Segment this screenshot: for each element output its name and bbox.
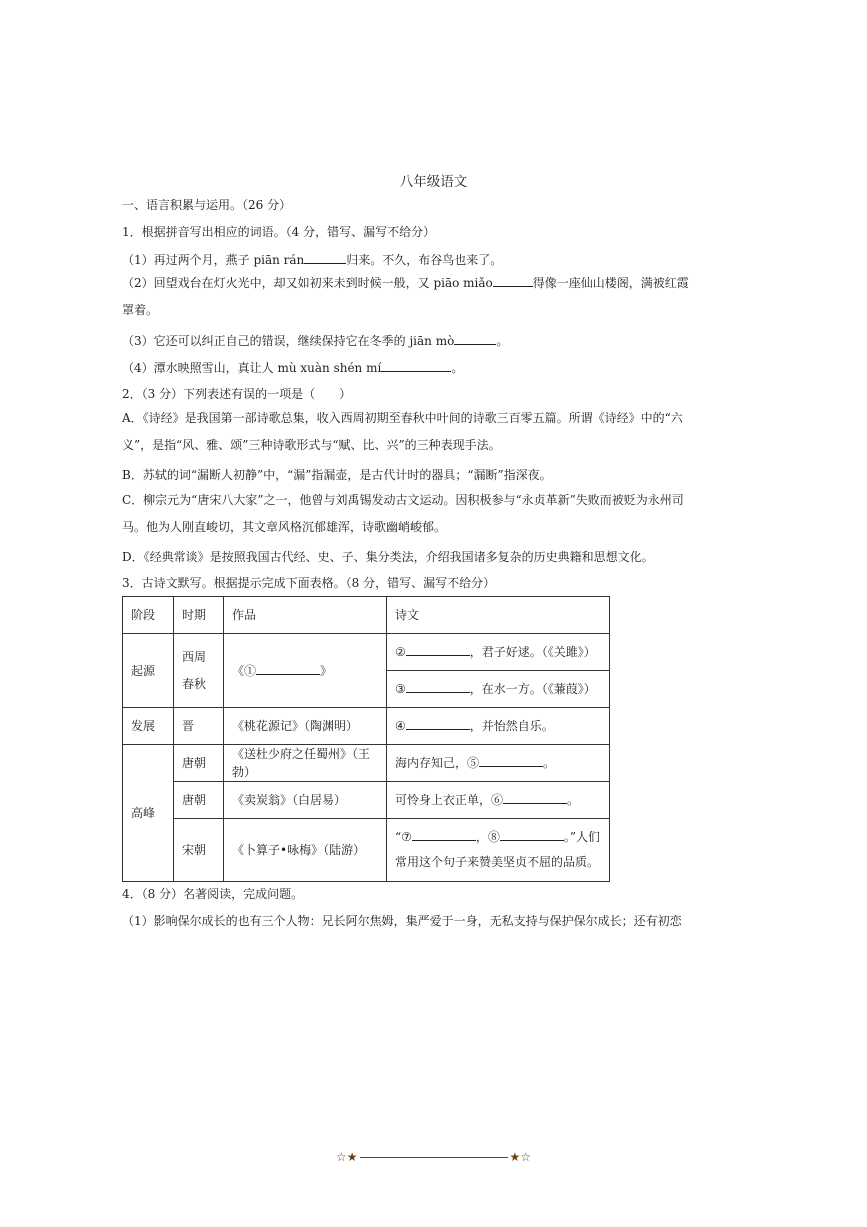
- answer-blank: [503, 791, 567, 804]
- answer-blank: [406, 717, 470, 730]
- poem-text: ，在水一方。（《蒹葭》）: [469, 682, 596, 696]
- work-text: 《①: [232, 663, 257, 678]
- answer-blank: [479, 754, 543, 767]
- item-text: （1）再过两个月，燕子 piān rán: [122, 253, 305, 267]
- table-header-row: [123, 597, 610, 634]
- period-cell: 宋朝: [174, 819, 224, 882]
- answer-blank: [412, 828, 476, 841]
- poem-cell: [387, 634, 610, 671]
- poem-cell: [387, 745, 610, 782]
- poem-text: 。: [567, 793, 580, 807]
- header-stage: 阶段: [123, 597, 174, 634]
- poem-text: ，并怡然自乐。: [469, 719, 554, 733]
- period-cell: 晋: [174, 708, 224, 745]
- question-1-item-1: [122, 251, 692, 268]
- stage-cell: 高峰: [123, 745, 174, 882]
- question-2-stem: 2．（3 分）下列表述有误的一项是（ ）: [122, 387, 352, 401]
- answer-blank: [406, 680, 470, 693]
- work-cell: [224, 634, 387, 708]
- answer-blank: [454, 332, 496, 345]
- work-cell: 《桃花源记》（陶渊明）: [224, 708, 387, 745]
- item-text: 得像一座仙山楼阁，满被红霞罩着。: [122, 276, 689, 317]
- work-cell: 《送杜少府之任蜀州》（王勃）: [224, 745, 387, 782]
- table-row: [123, 782, 610, 819]
- poem-text: 。”人们: [563, 830, 601, 844]
- stage-cell: 发展: [123, 708, 174, 745]
- poem-text: “⑦: [395, 830, 412, 844]
- stage-cell: 起源: [123, 634, 174, 708]
- poem-text: ④: [395, 719, 406, 733]
- header-period: 时期: [174, 597, 224, 634]
- question-4-stem: 4．（8 分）名著阅读，完成问题。: [122, 887, 304, 901]
- poem-text: ②: [395, 645, 406, 659]
- table-row: [123, 634, 610, 671]
- header-work: 作品: [224, 597, 387, 634]
- answer-blank: [406, 643, 470, 656]
- question-4-item-1: （1）影响保尔成长的也有三个人物：兄长阿尔焦姆，集严爱于一身，无私支持与保护保尔成长；还有初恋: [122, 914, 682, 928]
- question-1-item-4: [122, 359, 692, 376]
- poem-text: ，君子好逑。（《关雎》）: [469, 645, 596, 659]
- item-text: 归来。不久，布谷鸟也来了。: [346, 253, 503, 267]
- poem-text: 可怜身上衣正单，⑥: [395, 793, 504, 807]
- option-b: B．苏轼的词“漏断人初静”中，“漏”指漏壶，是古代计时的器具；“漏断”指深夜。: [122, 468, 552, 482]
- page-title: 八年级语文: [399, 174, 468, 190]
- answer-blank: [493, 274, 533, 287]
- star-icon: ☆★: [335, 1150, 358, 1164]
- poem-text: 。: [543, 756, 556, 770]
- period-text: 西周: [182, 649, 207, 664]
- question-3-stem: 3．古诗文默写。根据提示完成下面表格。（8 分，错写、漏写不给分）: [122, 576, 496, 590]
- star-icon: ★☆: [509, 1150, 532, 1164]
- table-row: [123, 708, 610, 745]
- section-heading: 一、语言积累与运用。（26 分）: [122, 198, 292, 212]
- poem-text: ，⑧: [475, 830, 500, 844]
- period-cell: [174, 634, 224, 708]
- question-1-stem: 1．根据拼音写出相应的词语。（4 分，错写、漏写不给分）: [122, 225, 436, 239]
- option-c: C．柳宗元为“唐宋八大家”之一，他曾与刘禹锡发动古文运动。因积极参与“永贞革新”失败而被贬为永州司马。他为人刚直峻切，其文章风格沉郁雄浑，诗歌幽峭峻郁。: [122, 493, 684, 534]
- page-footer: [0, 1150, 867, 1164]
- header-poem: 诗文: [387, 597, 610, 634]
- poem-text: ③: [395, 682, 406, 696]
- work-cell: 《卖炭翁》（白居易）: [224, 782, 387, 819]
- option-a: A．《诗经》是我国第一部诗歌总集，收入西周初期至春秋中叶间的诗歌三百零五篇。所谓《诗经》中的“六义”，是指“风、雅、颂”三种诗歌形式与“赋、比、兴”的三种表现手法。: [122, 411, 683, 452]
- question-1-item-2: [122, 270, 692, 324]
- answer-blank: [500, 828, 564, 841]
- item-text: 。: [451, 361, 464, 375]
- option-d: D．《经典常谈》是按照我国古代经、史、子、集分类法，介绍我国诸多复杂的历史典籍和思想文化。: [122, 550, 654, 564]
- item-text: （2）回望戏台在灯火光中，却又如初来未到时候一般，又 piāo miǎo: [122, 276, 493, 290]
- poem-cell: [387, 782, 610, 819]
- period-text: 春秋: [182, 676, 207, 691]
- period-cell: 唐朝: [174, 745, 224, 782]
- item-text: （4）潭水映照雪山，真让人 mù xuàn shén mí: [122, 361, 382, 375]
- work-cell: 《卜算子•咏梅》（陆游）: [224, 819, 387, 882]
- answer-blank: [381, 359, 451, 372]
- answer-blank: [304, 251, 346, 264]
- item-text: （3）它还可以纠正自己的错误，继续保持它在冬季的 jiān mò: [122, 334, 455, 348]
- table-row: [123, 819, 610, 882]
- work-text: 》: [320, 663, 333, 678]
- poem-line: [395, 825, 601, 850]
- footer-rule: [360, 1157, 508, 1158]
- poem-text: 海内存知己，⑤: [395, 756, 480, 770]
- answer-blank: [256, 662, 320, 675]
- poem-table: [122, 596, 610, 882]
- question-1-item-3: [122, 332, 692, 349]
- poem-line: 常用这个句子来赞美坚贞不屈的品质。: [395, 855, 600, 869]
- poem-cell: [387, 708, 610, 745]
- item-text: 。: [496, 334, 509, 348]
- table-row: [123, 745, 610, 782]
- poem-cell: [387, 671, 610, 708]
- poem-cell: [387, 819, 610, 882]
- period-cell: 唐朝: [174, 782, 224, 819]
